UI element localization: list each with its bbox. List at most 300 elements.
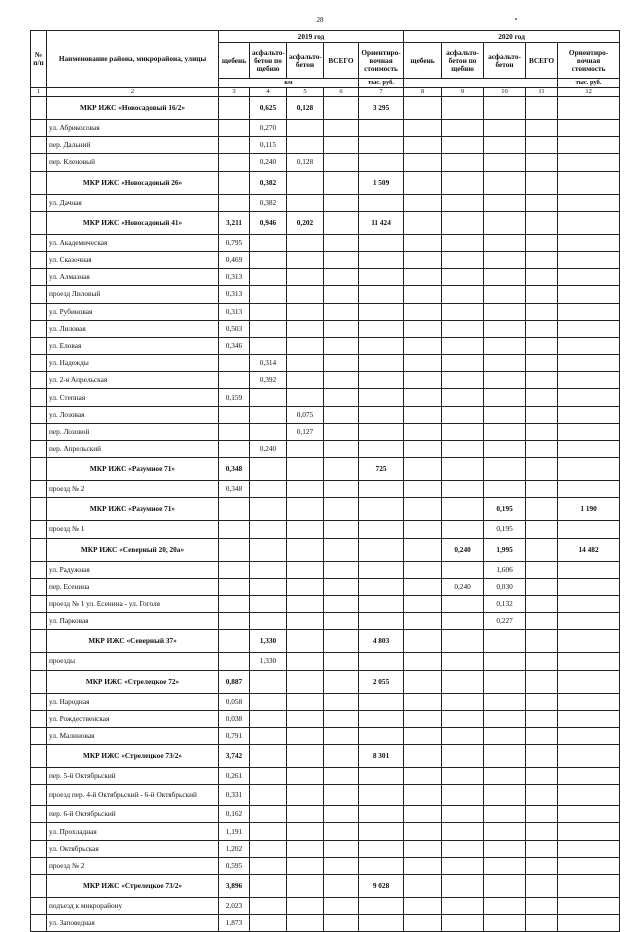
- row-number-cell: [31, 653, 47, 670]
- value-cell: [287, 320, 324, 337]
- value-cell: [558, 561, 620, 578]
- header-unit-rub-2019: тыс. руб.: [359, 79, 404, 88]
- value-cell: [484, 441, 526, 458]
- value-cell: [250, 745, 287, 768]
- value-cell: [287, 768, 324, 785]
- table-row: [31, 194, 620, 211]
- value-cell: [324, 406, 359, 423]
- table-row: [31, 578, 620, 595]
- value-cell: [526, 875, 558, 898]
- value-cell: [359, 561, 404, 578]
- street-name: пер. Дальний: [47, 137, 219, 154]
- value-cell: [324, 613, 359, 630]
- value-cell: [484, 693, 526, 710]
- value-cell: [558, 120, 620, 137]
- col-number: 3: [219, 88, 250, 97]
- value-cell: [442, 630, 484, 653]
- value-cell: [250, 915, 287, 932]
- value-cell: [287, 251, 324, 268]
- value-cell: [359, 693, 404, 710]
- value-cell: [324, 389, 359, 406]
- value-cell: [287, 441, 324, 458]
- street-name: ул. Заповедная: [47, 915, 219, 932]
- value-cell: [442, 561, 484, 578]
- value-cell: [484, 653, 526, 670]
- table-row: [31, 806, 620, 823]
- value-cell: [526, 423, 558, 440]
- row-number-cell: [31, 286, 47, 303]
- value-cell: [558, 303, 620, 320]
- header-2019-total: ВСЕГО: [324, 43, 359, 79]
- value-cell: [442, 785, 484, 806]
- col-number: 8: [404, 88, 442, 97]
- value-cell: [359, 372, 404, 389]
- value-cell: [404, 613, 442, 630]
- section-row: [31, 630, 620, 653]
- row-number-cell: [31, 97, 47, 120]
- value-cell: 4 803: [359, 630, 404, 653]
- district-name: МКР ИЖС «Новосадовый 26»: [47, 171, 219, 194]
- district-name: МКР ИЖС «Северный 20, 20а»: [47, 538, 219, 561]
- col-number: 6: [324, 88, 359, 97]
- value-cell: [484, 194, 526, 211]
- value-cell: [558, 389, 620, 406]
- value-cell: 0,791: [219, 727, 250, 744]
- value-cell: [359, 857, 404, 874]
- value-cell: [558, 251, 620, 268]
- value-cell: [359, 915, 404, 932]
- value-cell: [558, 137, 620, 154]
- value-cell: 0,503: [219, 320, 250, 337]
- value-cell: [287, 806, 324, 823]
- table-row: [31, 613, 620, 630]
- value-cell: [484, 727, 526, 744]
- value-cell: [250, 234, 287, 251]
- value-cell: [404, 120, 442, 137]
- value-cell: [558, 458, 620, 481]
- value-cell: [484, 481, 526, 498]
- value-cell: [250, 875, 287, 898]
- value-cell: [287, 710, 324, 727]
- header-2020-asphalt-on-gravel: асфальто-бетон по щебню: [442, 43, 484, 79]
- col-number: 2: [47, 88, 219, 97]
- value-cell: [558, 211, 620, 234]
- value-cell: [324, 97, 359, 120]
- value-cell: 2,023: [219, 898, 250, 915]
- row-number-cell: [31, 693, 47, 710]
- value-cell: [442, 875, 484, 898]
- value-cell: [442, 303, 484, 320]
- value-cell: [484, 406, 526, 423]
- row-number-cell: [31, 320, 47, 337]
- row-number-cell: [31, 727, 47, 744]
- value-cell: [404, 303, 442, 320]
- value-cell: [324, 337, 359, 354]
- row-number-cell: [31, 538, 47, 561]
- street-name: ул. Степная: [47, 389, 219, 406]
- value-cell: [359, 768, 404, 785]
- row-number-cell: [31, 806, 47, 823]
- value-cell: [359, 234, 404, 251]
- value-cell: [287, 727, 324, 744]
- row-number-cell: [31, 785, 47, 806]
- value-cell: [359, 423, 404, 440]
- header-unit-rub-2020: тыс. руб.: [558, 79, 620, 88]
- value-cell: [219, 97, 250, 120]
- value-cell: [442, 406, 484, 423]
- value-cell: [442, 154, 484, 171]
- value-cell: [324, 595, 359, 612]
- col-number: 9: [442, 88, 484, 97]
- value-cell: [287, 898, 324, 915]
- value-cell: [404, 441, 442, 458]
- value-cell: [558, 320, 620, 337]
- value-cell: [484, 120, 526, 137]
- value-cell: [219, 521, 250, 538]
- row-number-cell: [31, 406, 47, 423]
- value-cell: [250, 269, 287, 286]
- value-cell: [287, 745, 324, 768]
- value-cell: 0,240: [442, 538, 484, 561]
- header-unit-km-2019: км: [219, 79, 359, 88]
- value-cell: [324, 234, 359, 251]
- value-cell: [442, 171, 484, 194]
- value-cell: [404, 269, 442, 286]
- value-cell: [484, 915, 526, 932]
- value-cell: [442, 286, 484, 303]
- value-cell: [404, 194, 442, 211]
- value-cell: [359, 840, 404, 857]
- table-row: [31, 481, 620, 498]
- value-cell: [558, 823, 620, 840]
- value-cell: [442, 251, 484, 268]
- col-number: 7: [359, 88, 404, 97]
- value-cell: 0,132: [484, 595, 526, 612]
- section-row: [31, 875, 620, 898]
- value-cell: 0,313: [219, 303, 250, 320]
- value-cell: [526, 710, 558, 727]
- value-cell: [484, 785, 526, 806]
- value-cell: 0,887: [219, 670, 250, 693]
- value-cell: [250, 785, 287, 806]
- street-name: ул. Прохладная: [47, 823, 219, 840]
- value-cell: [359, 898, 404, 915]
- value-cell: [526, 303, 558, 320]
- value-cell: [442, 768, 484, 785]
- value-cell: 0,127: [287, 423, 324, 440]
- value-cell: [287, 857, 324, 874]
- street-name: ул. Алмазная: [47, 269, 219, 286]
- value-cell: [442, 823, 484, 840]
- value-cell: 9 028: [359, 875, 404, 898]
- value-cell: 0,270: [250, 120, 287, 137]
- value-cell: [219, 154, 250, 171]
- value-cell: [324, 785, 359, 806]
- value-cell: [558, 194, 620, 211]
- value-cell: [558, 898, 620, 915]
- row-number-cell: [31, 458, 47, 481]
- value-cell: [250, 595, 287, 612]
- value-cell: [404, 521, 442, 538]
- value-cell: [404, 481, 442, 498]
- street-name: пер. Есенина: [47, 578, 219, 595]
- value-cell: [526, 727, 558, 744]
- row-number-cell: [31, 355, 47, 372]
- value-cell: [558, 875, 620, 898]
- value-cell: [324, 768, 359, 785]
- value-cell: [324, 154, 359, 171]
- row-number-cell: [31, 441, 47, 458]
- value-cell: [287, 389, 324, 406]
- value-cell: [324, 653, 359, 670]
- value-cell: [526, 823, 558, 840]
- value-cell: 0,392: [250, 372, 287, 389]
- value-cell: [404, 785, 442, 806]
- table-row: [31, 653, 620, 670]
- table-row: [31, 251, 620, 268]
- value-cell: 0,030: [484, 578, 526, 595]
- value-cell: [324, 578, 359, 595]
- value-cell: 11 424: [359, 211, 404, 234]
- value-cell: [287, 372, 324, 389]
- value-cell: [250, 320, 287, 337]
- value-cell: [526, 171, 558, 194]
- value-cell: [404, 406, 442, 423]
- value-cell: [484, 234, 526, 251]
- value-cell: [526, 481, 558, 498]
- value-cell: [404, 727, 442, 744]
- street-name: проезд пер. 4-й Октябрьский - 6-й Октябрьский: [47, 785, 219, 806]
- value-cell: [558, 441, 620, 458]
- street-name: пер. Апрельский: [47, 441, 219, 458]
- value-cell: [219, 561, 250, 578]
- value-cell: [250, 337, 287, 354]
- value-cell: [359, 653, 404, 670]
- value-cell: [324, 120, 359, 137]
- value-cell: [558, 595, 620, 612]
- value-cell: [359, 578, 404, 595]
- value-cell: 8 301: [359, 745, 404, 768]
- table-row: [31, 406, 620, 423]
- value-cell: [558, 857, 620, 874]
- value-cell: 1,873: [219, 915, 250, 932]
- col-number: 10: [484, 88, 526, 97]
- value-cell: [250, 578, 287, 595]
- value-cell: [526, 269, 558, 286]
- street-name: проезды: [47, 653, 219, 670]
- value-cell: [359, 785, 404, 806]
- value-cell: [250, 389, 287, 406]
- value-cell: [324, 806, 359, 823]
- table-row: [31, 120, 620, 137]
- value-cell: [526, 670, 558, 693]
- value-cell: [526, 211, 558, 234]
- value-cell: [442, 670, 484, 693]
- value-cell: [404, 840, 442, 857]
- value-cell: [558, 653, 620, 670]
- value-cell: [484, 97, 526, 120]
- row-number-cell: [31, 613, 47, 630]
- street-name: ул. Рубиновая: [47, 303, 219, 320]
- header-2019-cost: Ориентиро-вочная стоимость: [359, 43, 404, 79]
- value-cell: [526, 768, 558, 785]
- street-name: проезд № 1 ул. Есенина - ул. Гоголя: [47, 595, 219, 612]
- table-row: [31, 727, 620, 744]
- section-row: [31, 458, 620, 481]
- value-cell: [442, 234, 484, 251]
- value-cell: 0,469: [219, 251, 250, 268]
- street-name: ул. Народная: [47, 693, 219, 710]
- value-cell: [526, 97, 558, 120]
- value-cell: [484, 389, 526, 406]
- value-cell: [558, 154, 620, 171]
- value-cell: [250, 423, 287, 440]
- table-row: [31, 320, 620, 337]
- value-cell: [558, 97, 620, 120]
- value-cell: [526, 120, 558, 137]
- value-cell: [219, 595, 250, 612]
- value-cell: [442, 481, 484, 498]
- value-cell: [558, 768, 620, 785]
- value-cell: [404, 337, 442, 354]
- value-cell: [442, 840, 484, 857]
- value-cell: [558, 670, 620, 693]
- row-number-cell: [31, 498, 47, 521]
- value-cell: [484, 710, 526, 727]
- value-cell: [526, 355, 558, 372]
- value-cell: [250, 286, 287, 303]
- value-cell: [250, 481, 287, 498]
- header-2020-cost: Ориентиро-вочная стоимость: [558, 43, 620, 79]
- value-cell: [404, 630, 442, 653]
- value-cell: [526, 806, 558, 823]
- row-number-cell: [31, 745, 47, 768]
- value-cell: [359, 595, 404, 612]
- value-cell: [287, 137, 324, 154]
- value-cell: [558, 286, 620, 303]
- value-cell: [359, 441, 404, 458]
- value-cell: 0,128: [287, 154, 324, 171]
- value-cell: [526, 286, 558, 303]
- value-cell: [250, 521, 287, 538]
- value-cell: 1,606: [484, 561, 526, 578]
- value-cell: [526, 785, 558, 806]
- row-number-cell: [31, 194, 47, 211]
- value-cell: [219, 171, 250, 194]
- page-number: 28: [316, 16, 324, 24]
- table-row: [31, 823, 620, 840]
- value-cell: [404, 806, 442, 823]
- value-cell: [219, 137, 250, 154]
- street-name: пер. Кленовый: [47, 154, 219, 171]
- street-name: проезд Лиловый: [47, 286, 219, 303]
- row-number-cell: [31, 171, 47, 194]
- table-row: [31, 389, 620, 406]
- value-cell: [250, 693, 287, 710]
- table-row: [31, 303, 620, 320]
- value-cell: [219, 423, 250, 440]
- value-cell: [287, 613, 324, 630]
- value-cell: [404, 898, 442, 915]
- value-cell: [484, 768, 526, 785]
- value-cell: 1,191: [219, 823, 250, 840]
- value-cell: [404, 693, 442, 710]
- value-cell: [558, 234, 620, 251]
- value-cell: [526, 137, 558, 154]
- value-cell: [324, 458, 359, 481]
- value-cell: [442, 355, 484, 372]
- street-name: ул. Рождественская: [47, 710, 219, 727]
- value-cell: [404, 234, 442, 251]
- value-cell: [484, 137, 526, 154]
- value-cell: [404, 423, 442, 440]
- value-cell: 0,348: [219, 481, 250, 498]
- value-cell: [359, 481, 404, 498]
- value-cell: 0,240: [442, 578, 484, 595]
- row-number-cell: [31, 768, 47, 785]
- value-cell: [324, 823, 359, 840]
- value-cell: 0,202: [287, 211, 324, 234]
- value-cell: [558, 710, 620, 727]
- table-row: [31, 234, 620, 251]
- value-cell: [324, 171, 359, 194]
- value-cell: 0,162: [219, 806, 250, 823]
- value-cell: [484, 337, 526, 354]
- value-cell: [442, 458, 484, 481]
- value-cell: 0,946: [250, 211, 287, 234]
- value-cell: [324, 320, 359, 337]
- value-cell: [324, 211, 359, 234]
- value-cell: [484, 898, 526, 915]
- value-cell: 3,742: [219, 745, 250, 768]
- value-cell: [359, 337, 404, 354]
- value-cell: [359, 286, 404, 303]
- value-cell: 0,313: [219, 269, 250, 286]
- value-cell: [526, 898, 558, 915]
- value-cell: [558, 423, 620, 440]
- value-cell: [287, 337, 324, 354]
- district-name: МКР ИЖС «Разумное 71»: [47, 458, 219, 481]
- value-cell: [484, 269, 526, 286]
- value-cell: [404, 154, 442, 171]
- table-row: [31, 693, 620, 710]
- value-cell: 0,313: [219, 286, 250, 303]
- row-number-cell: [31, 372, 47, 389]
- value-cell: [442, 745, 484, 768]
- value-cell: [324, 693, 359, 710]
- table-row: [31, 785, 620, 806]
- row-number-cell: [31, 211, 47, 234]
- value-cell: [526, 458, 558, 481]
- district-name: МКР ИЖС «Новосадовый 41»: [47, 211, 219, 234]
- value-cell: [359, 498, 404, 521]
- value-cell: [287, 355, 324, 372]
- value-cell: [442, 710, 484, 727]
- value-cell: [558, 269, 620, 286]
- value-cell: [526, 653, 558, 670]
- value-cell: [359, 521, 404, 538]
- value-cell: 3,896: [219, 875, 250, 898]
- header-2020-gravel: щебень: [404, 43, 442, 79]
- value-cell: [219, 630, 250, 653]
- value-cell: [526, 595, 558, 612]
- value-cell: [219, 372, 250, 389]
- street-name: проезд № 2: [47, 481, 219, 498]
- table-row: [31, 710, 620, 727]
- value-cell: [404, 823, 442, 840]
- value-cell: 14 482: [558, 538, 620, 561]
- value-cell: [558, 372, 620, 389]
